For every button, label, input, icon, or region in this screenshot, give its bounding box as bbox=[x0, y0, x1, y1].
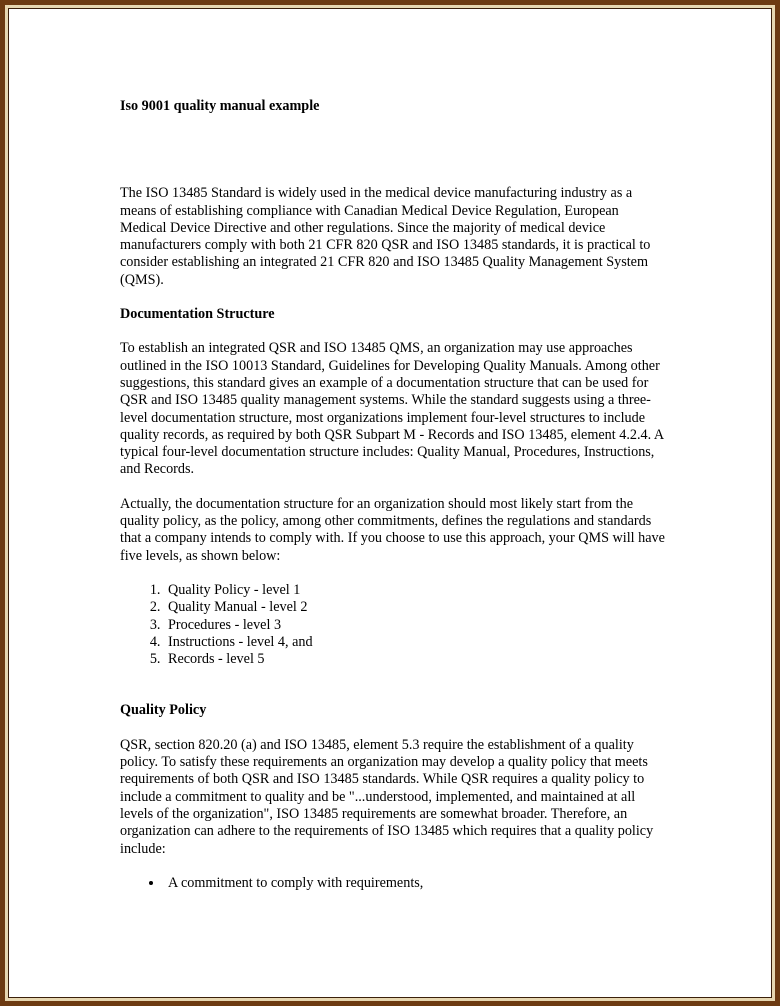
documentation-paragraph-2: Actually, the documentation structure for an organization should most likely start from the quality policy, as the policy, among other commitments, defines the regulations and standards that a company intends to comply with. If you choose to use this approach, your QMS will have five levels, as shown below: bbox=[120, 495, 665, 564]
list-item: 5. Records - level 5 bbox=[164, 651, 665, 668]
list-item: 2. Quality Manual - level 2 bbox=[164, 599, 665, 616]
list-item: 3. Procedures - level 3 bbox=[164, 617, 665, 634]
frame-mat bbox=[5, 5, 775, 1001]
quality-policy-paragraph: QSR, section 820.20 (a) and ISO 13485, element 5.3 require the establishment of a quality policy. To satisfy these requirements an organization may develop a quality policy that meets requirements of both QSR and ISO 13485 standards. While QSR requires a quality policy to include a commitment to quality and be "...understood, implemented, and maintained at all levels of the organization", ISO 13485 requirements are somewhat broader. Therefore, an organization can adhere to the requirements of ISO 13485 which requires that a quality policy include: bbox=[120, 736, 654, 857]
document-page bbox=[8, 8, 772, 998]
document-title: Iso 9001 quality manual example bbox=[120, 98, 320, 114]
intro-paragraph: The ISO 13485 Standard is widely used in the medical device manufacturing industry as a means of establishing compliance with Canadian Medical Device Regulation, European Medical Device Directive and other regulations. Since the majority of medical device manufacturers comply with both 21 CFR 820 QSR and ISO 13485 standards, it is practical to consider establishing an integrated 21 CFR 820 and ISO 13485 Quality Management System (QMS). bbox=[120, 185, 651, 288]
quality-policy-heading: Quality Policy bbox=[120, 702, 207, 719]
list-item: • A commitment to comply with requirements, bbox=[164, 875, 665, 892]
list-item: 4. Instructions - level 4, and bbox=[164, 634, 665, 651]
documentation-structure-heading: Documentation Structure bbox=[120, 306, 275, 323]
quality-policy-bullets bbox=[120, 875, 665, 892]
documentation-levels-list bbox=[120, 582, 665, 668]
list-item: 1. Quality Policy - level 1 bbox=[164, 582, 665, 599]
document-content bbox=[120, 98, 665, 892]
documentation-paragraph-1: To establish an integrated QSR and ISO 13485 QMS, an organization may use approaches outlined in the ISO 10013 Standard, Guidelines for Developing Quality Manuals. Among other suggestions, this standard gives an example of a documentation structure that can be used for QSR and ISO 13485 quality management systems. While the standard suggests using a three-level documentation structure, most organizations implement four-level structures to include quality records, as required by both QSR Subpart M - Records and ISO 13485, element 4.2.4. A typical four-level documentation structure includes: Quality Manual, Procedures, Instructions, and Records. bbox=[120, 340, 664, 478]
